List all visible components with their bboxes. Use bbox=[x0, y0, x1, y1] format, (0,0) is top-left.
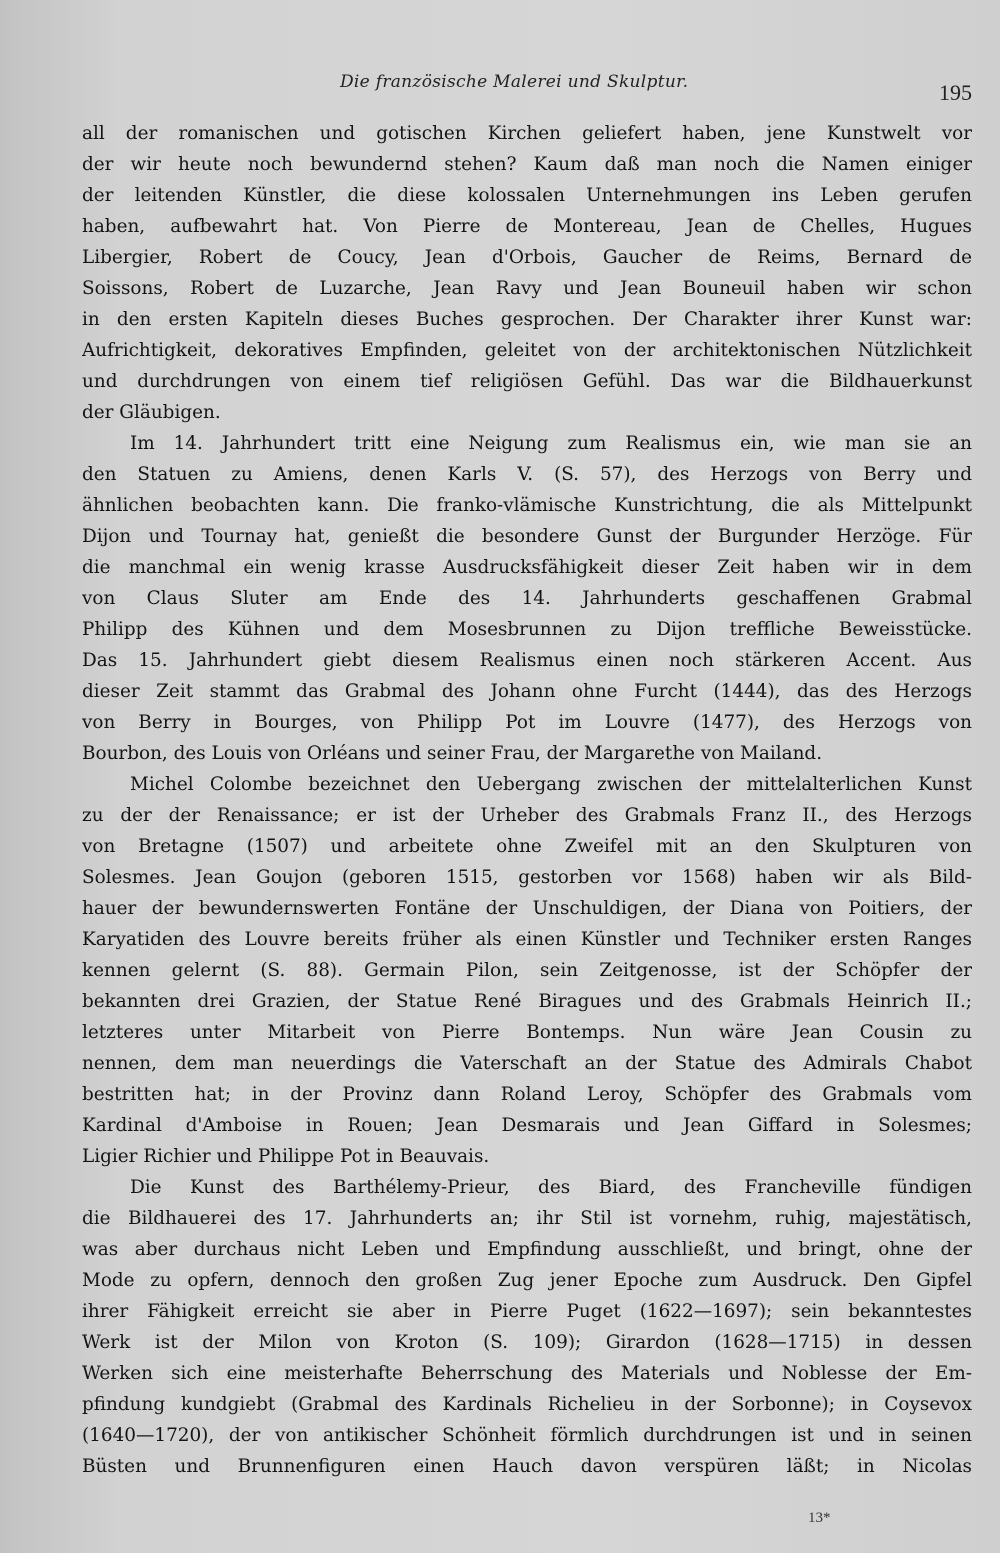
text-line: letzteres unter Mitarbeit von Pierre Bontemps. Nun wäre Jean Cousin zu bbox=[82, 1022, 972, 1043]
text-line: Aufrichtigkeit, dekoratives Empfinden, geleitet von der architektonischen Nützlichkeit bbox=[82, 340, 972, 361]
text-line: von Claus Sluter am Ende des 14. Jahrhunderts geschaffenen Grabmal bbox=[82, 588, 972, 609]
text-line: ähnlichen beobachten kann. Die franko-vlämische Kunstrichtung, die als Mittelpunkt bbox=[82, 495, 972, 516]
text-line: (1640—1720), der von antikischer Schönheit förmlich durchdrungen ist und in seinen bbox=[82, 1425, 972, 1446]
text-line: Kardinal d'Amboise in Rouen; Jean Desmarais und Jean Giffard in Solesmes; bbox=[82, 1115, 972, 1136]
text-line: die Bildhauerei des 17. Jahrhunderts an; ihr Stil ist vornehm, ruhig, majestätisch, bbox=[82, 1208, 972, 1229]
text-line: in den ersten Kapiteln dieses Buches gesprochen. Der Charakter ihrer Kunst war: bbox=[82, 309, 972, 330]
text-line: der leitenden Künstler, die diese kolossalen Unternehmungen ins Leben gerufen bbox=[82, 185, 972, 206]
text-line: Karyatiden des Louvre bereits früher als einen Künstler und Techniker ersten Ranges bbox=[82, 929, 972, 950]
page-number: 195 bbox=[939, 80, 972, 105]
text-line: haben, aufbewahrt hat. Von Pierre de Montereau, Jean de Chelles, Hugues bbox=[82, 216, 972, 237]
text-line: bekannten drei Grazien, der Statue René Biragues und des Grabmals Heinrich II.; bbox=[82, 991, 972, 1012]
text-line: ihrer Fähigkeit erreicht sie aber in Pierre Puget (1622—1697); sein bekanntestes bbox=[82, 1301, 972, 1322]
text-line: Das 15. Jahrhundert giebt diesem Realismus einen noch stärkeren Accent. Aus bbox=[82, 650, 972, 671]
text-line: die manchmal ein wenig krasse Ausdrucksfähigkeit dieser Zeit haben wir in dem bbox=[82, 557, 972, 578]
text-line: Libergier, Robert de Coucy, Jean d'Orbois, Gaucher de Reims, Bernard de bbox=[82, 247, 972, 268]
text-line: von Berry in Bourges, von Philipp Pot im Louvre (1477), des Herzogs von bbox=[82, 712, 972, 733]
text-line: und durchdrungen von einem tief religiösen Gefühl. Das war die Bildhauerkunst bbox=[82, 371, 972, 392]
text-line: pfindung kundgiebt (Grabmal des Kardinals Richelieu in der Sorbonne); in Coysevox bbox=[82, 1394, 972, 1415]
text-line: Mode zu opfern, dennoch den großen Zug jener Epoche zum Ausdruck. Den Gipfel bbox=[82, 1270, 972, 1291]
text-line: Dijon und Tournay hat, genießt die besondere Gunst der Burgunder Herzöge. Für bbox=[82, 526, 972, 547]
text-line: von Bretagne (1507) und arbeitete ohne Zweifel mit an den Skulpturen von bbox=[82, 836, 972, 857]
text-line: Philipp des Kühnen und dem Mosesbrunnen zu Dijon treffliche Beweisstücke. bbox=[82, 619, 972, 640]
text-line: bestritten hat; in der Provinz dann Roland Leroy, Schöpfer des Grabmals vom bbox=[82, 1084, 972, 1105]
text-line: zu der der Renaissance; er ist der Urheber des Grabmals Franz II., des Herzogs bbox=[82, 805, 972, 826]
text-line: der wir heute noch bewundernd stehen? Kaum daß man noch die Namen einiger bbox=[82, 154, 972, 175]
text-line: was aber durchaus nicht Leben und Empfindung ausschließt, und bringt, ohne der bbox=[82, 1239, 972, 1260]
text-line: all der romanischen und gotischen Kirchen geliefert haben, jene Kunstwelt vor bbox=[82, 123, 972, 144]
text-line: der Gläubigen. bbox=[82, 402, 221, 423]
text-line: Ligier Richier und Philippe Pot in Beauvais. bbox=[82, 1146, 490, 1167]
text-line: hauer der bewundernswerten Fontäne der Unschuldigen, der Diana von Poitiers, der bbox=[82, 898, 972, 919]
text-line: Bourbon, des Louis von Orléans und seiner Frau, der Margarethe von Mailand. bbox=[82, 743, 823, 764]
running-title: Die französische Malerei und Skulptur. bbox=[340, 72, 689, 92]
text-line: Solesmes. Jean Goujon (geboren 1515, gestorben vor 1568) haben wir als Bild- bbox=[82, 867, 972, 888]
body-text bbox=[82, 118, 972, 1482]
text-line: nennen, dem man neuerdings die Vaterschaft an der Statue des Admirals Chabot bbox=[82, 1053, 972, 1074]
text-line: Soissons, Robert de Luzarche, Jean Ravy und Jean Bouneuil haben wir schon bbox=[82, 278, 972, 299]
text-line: Die Kunst des Barthélemy-Prieur, des Biard, des Francheville fündigen bbox=[130, 1177, 972, 1198]
text-line: Im 14. Jahrhundert tritt eine Neigung zum Realismus ein, wie man sie an bbox=[130, 433, 972, 454]
text-line: kennen gelernt (S. 88). Germain Pilon, sein Zeitgenosse, ist der Schöpfer der bbox=[82, 960, 972, 981]
text-line: dieser Zeit stammt das Grabmal des Johann ohne Furcht (1444), das des Herzogs bbox=[82, 681, 972, 702]
sheet-signature: 13* bbox=[808, 1510, 831, 1526]
text-line: Werk ist der Milon von Kroton (S. 109); Girardon (1628—1715) in dessen bbox=[82, 1332, 972, 1353]
text-line: den Statuen zu Amiens, denen Karls V. (S. 57), des Herzogs von Berry und bbox=[82, 464, 972, 485]
text-line: Werken sich eine meisterhafte Beherrschung des Materials und Noblesse der Em- bbox=[82, 1363, 972, 1384]
text-line: Michel Colombe bezeichnet den Uebergang zwischen der mittelalterlichen Kunst bbox=[130, 774, 972, 795]
text-line: Büsten und Brunnenfiguren einen Hauch davon verspüren läßt; in Nicolas bbox=[82, 1456, 972, 1477]
